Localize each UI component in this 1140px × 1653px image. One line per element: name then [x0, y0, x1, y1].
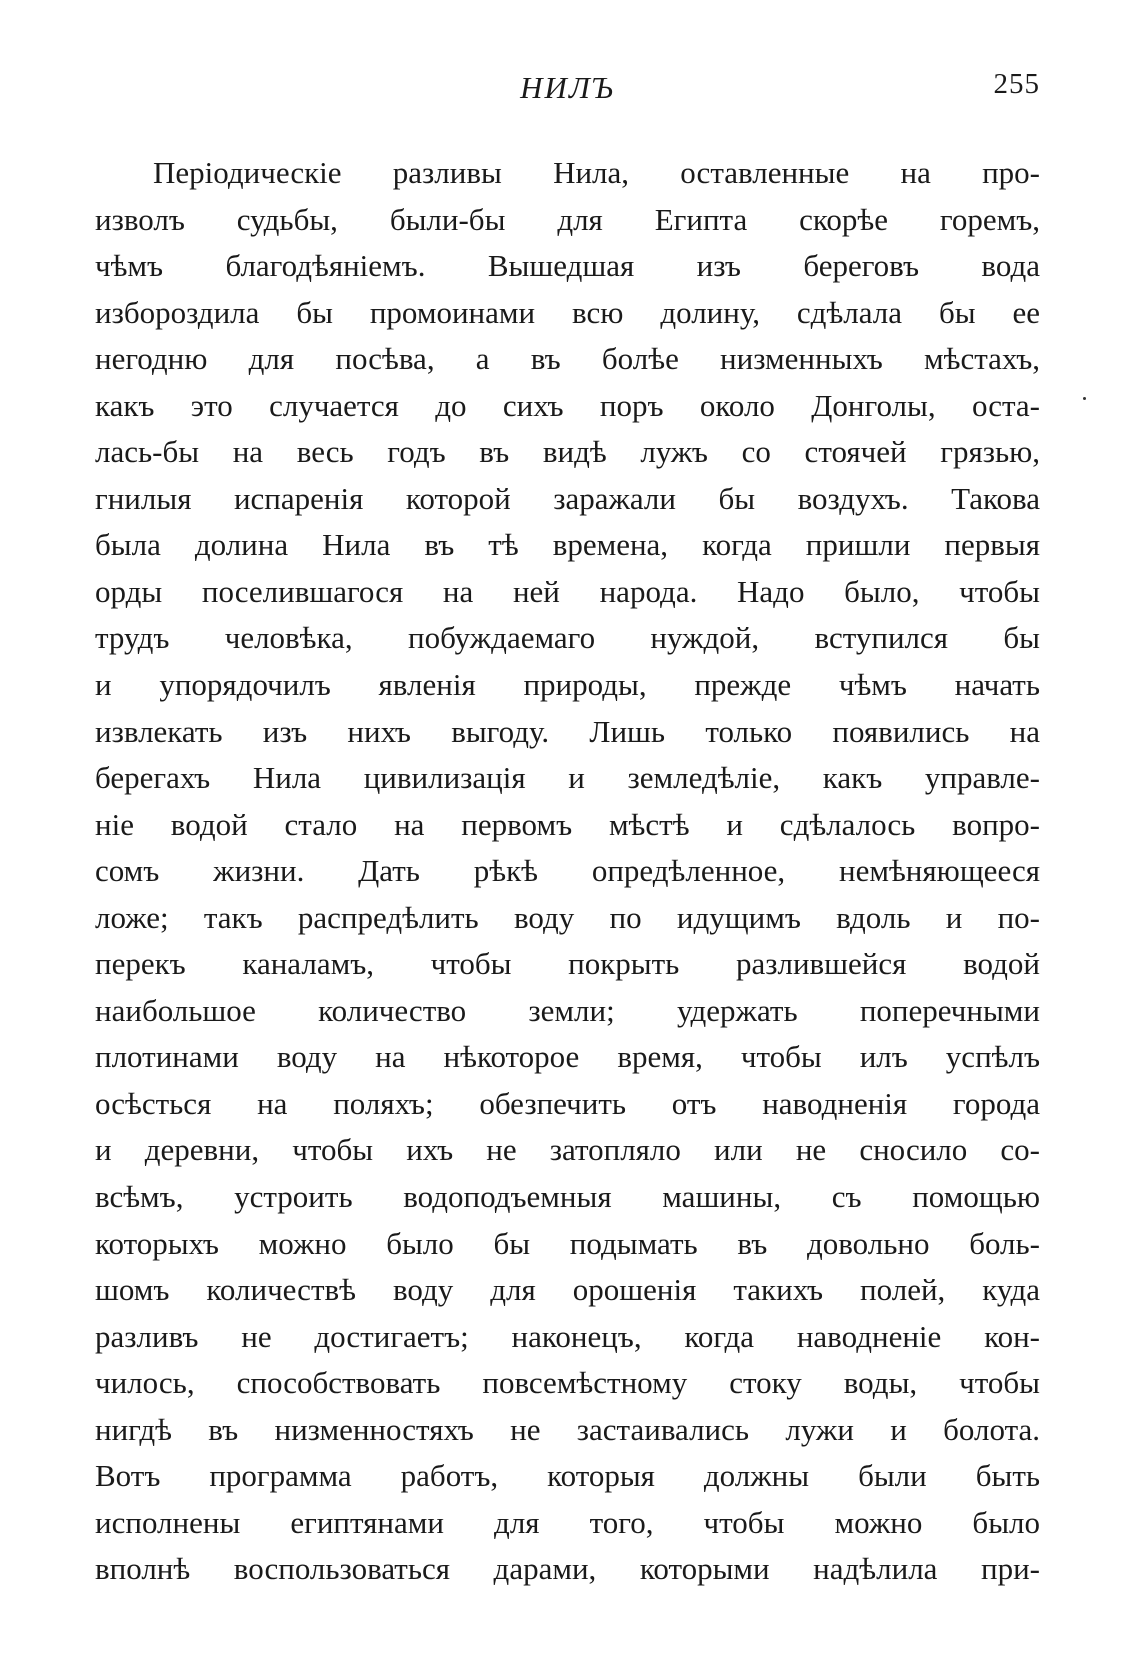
page-number: 255: [993, 68, 1040, 100]
text-line: была долина Нила въ тѣ времена, когда пришли первыя: [95, 527, 1040, 563]
text-line: исполнены египтянами для того, чтобы можно было: [95, 1504, 1040, 1540]
text-line: нигдѣ въ низменностяхъ не застаивались лужи и болота.: [95, 1411, 1040, 1447]
text-line: осѣсться на поляхъ; обезпечить отъ наводненія города: [95, 1085, 1040, 1121]
chapter-title: НИЛЪ: [520, 70, 615, 105]
running-head: [95, 68, 1040, 108]
text-line: берегахъ Нила цивилизація и земледѣліе, какъ управле-: [95, 760, 1040, 796]
text-line: ложе; такъ распредѣлить воду по идущимъ вдоль и по-: [95, 899, 1040, 935]
text-line: изволъ судьбы, были-бы для Египта скорѣе горемъ,: [95, 201, 1040, 237]
text-line: вполнѣ воспользоваться дарами, которыми надѣлила при-: [95, 1551, 1040, 1587]
text-line: трудъ человѣка, побуждаемаго нуждой, вступился бы: [95, 620, 1040, 656]
text-line: ніе водой стало на первомъ мѣстѣ и сдѣлалось вопро-: [95, 806, 1040, 842]
text-line: чилось, способствовать повсемѣстному стоку воды, чтобы: [95, 1365, 1040, 1401]
text-line: перекъ каналамъ, чтобы покрыть разлившейся водой: [95, 946, 1040, 982]
text-line: гнилыя испаренія которой заражали бы воздухъ. Такова: [95, 480, 1040, 516]
text-line: и деревни, чтобы ихъ не затопляло или не сносило со-: [95, 1132, 1040, 1168]
text-line: плотинами воду на нѣкоторое время, чтобы илъ успѣлъ: [95, 1039, 1040, 1075]
text-line: которыхъ можно было бы подымать въ довольно боль-: [95, 1225, 1040, 1261]
text-line: негодню для посѣва, а въ болѣе низменныхъ мѣстахъ,: [95, 341, 1040, 377]
text-line: и упорядочилъ явленія природы, прежде чѣмъ начать: [95, 667, 1040, 703]
text-line: всѣмъ, устроить водоподъемныя машины, съ помощью: [95, 1179, 1040, 1215]
text-line: чѣмъ благодѣяніемъ. Вышедшая изъ береговъ вода: [95, 248, 1040, 284]
text-line: извлекать изъ нихъ выгоду. Лишь только появились на: [95, 713, 1040, 749]
text-line: сомъ жизни. Дать рѣкѣ опредѣленное, немѣняющееся: [95, 853, 1040, 889]
print-speck: [1083, 397, 1086, 400]
text-line: избороздила бы промоинами всю долину, сдѣлала бы ее: [95, 294, 1040, 330]
text-line: Вотъ программа работъ, которыя должны были быть: [95, 1458, 1040, 1494]
text-line: шомъ количествѣ воду для орошенія такихъ полей, куда: [95, 1272, 1040, 1308]
text-line: орды поселившагося на ней народа. Надо было, чтобы: [95, 573, 1040, 609]
text-line: лась-бы на весь годъ въ видѣ лужъ со стоячей грязью,: [95, 434, 1040, 470]
text-line: Періодическіе разливы Нила, оставленные на про-: [153, 155, 1040, 190]
text-line: разливъ не достигаетъ; наконецъ, когда наводненіе кон-: [95, 1318, 1040, 1354]
text-line: какъ это случается до сихъ поръ около Донголы, оста-: [95, 387, 1040, 423]
body-paragraph: [95, 150, 1040, 1593]
text-line: наибольшое количество земли; удержать поперечными: [95, 992, 1040, 1028]
